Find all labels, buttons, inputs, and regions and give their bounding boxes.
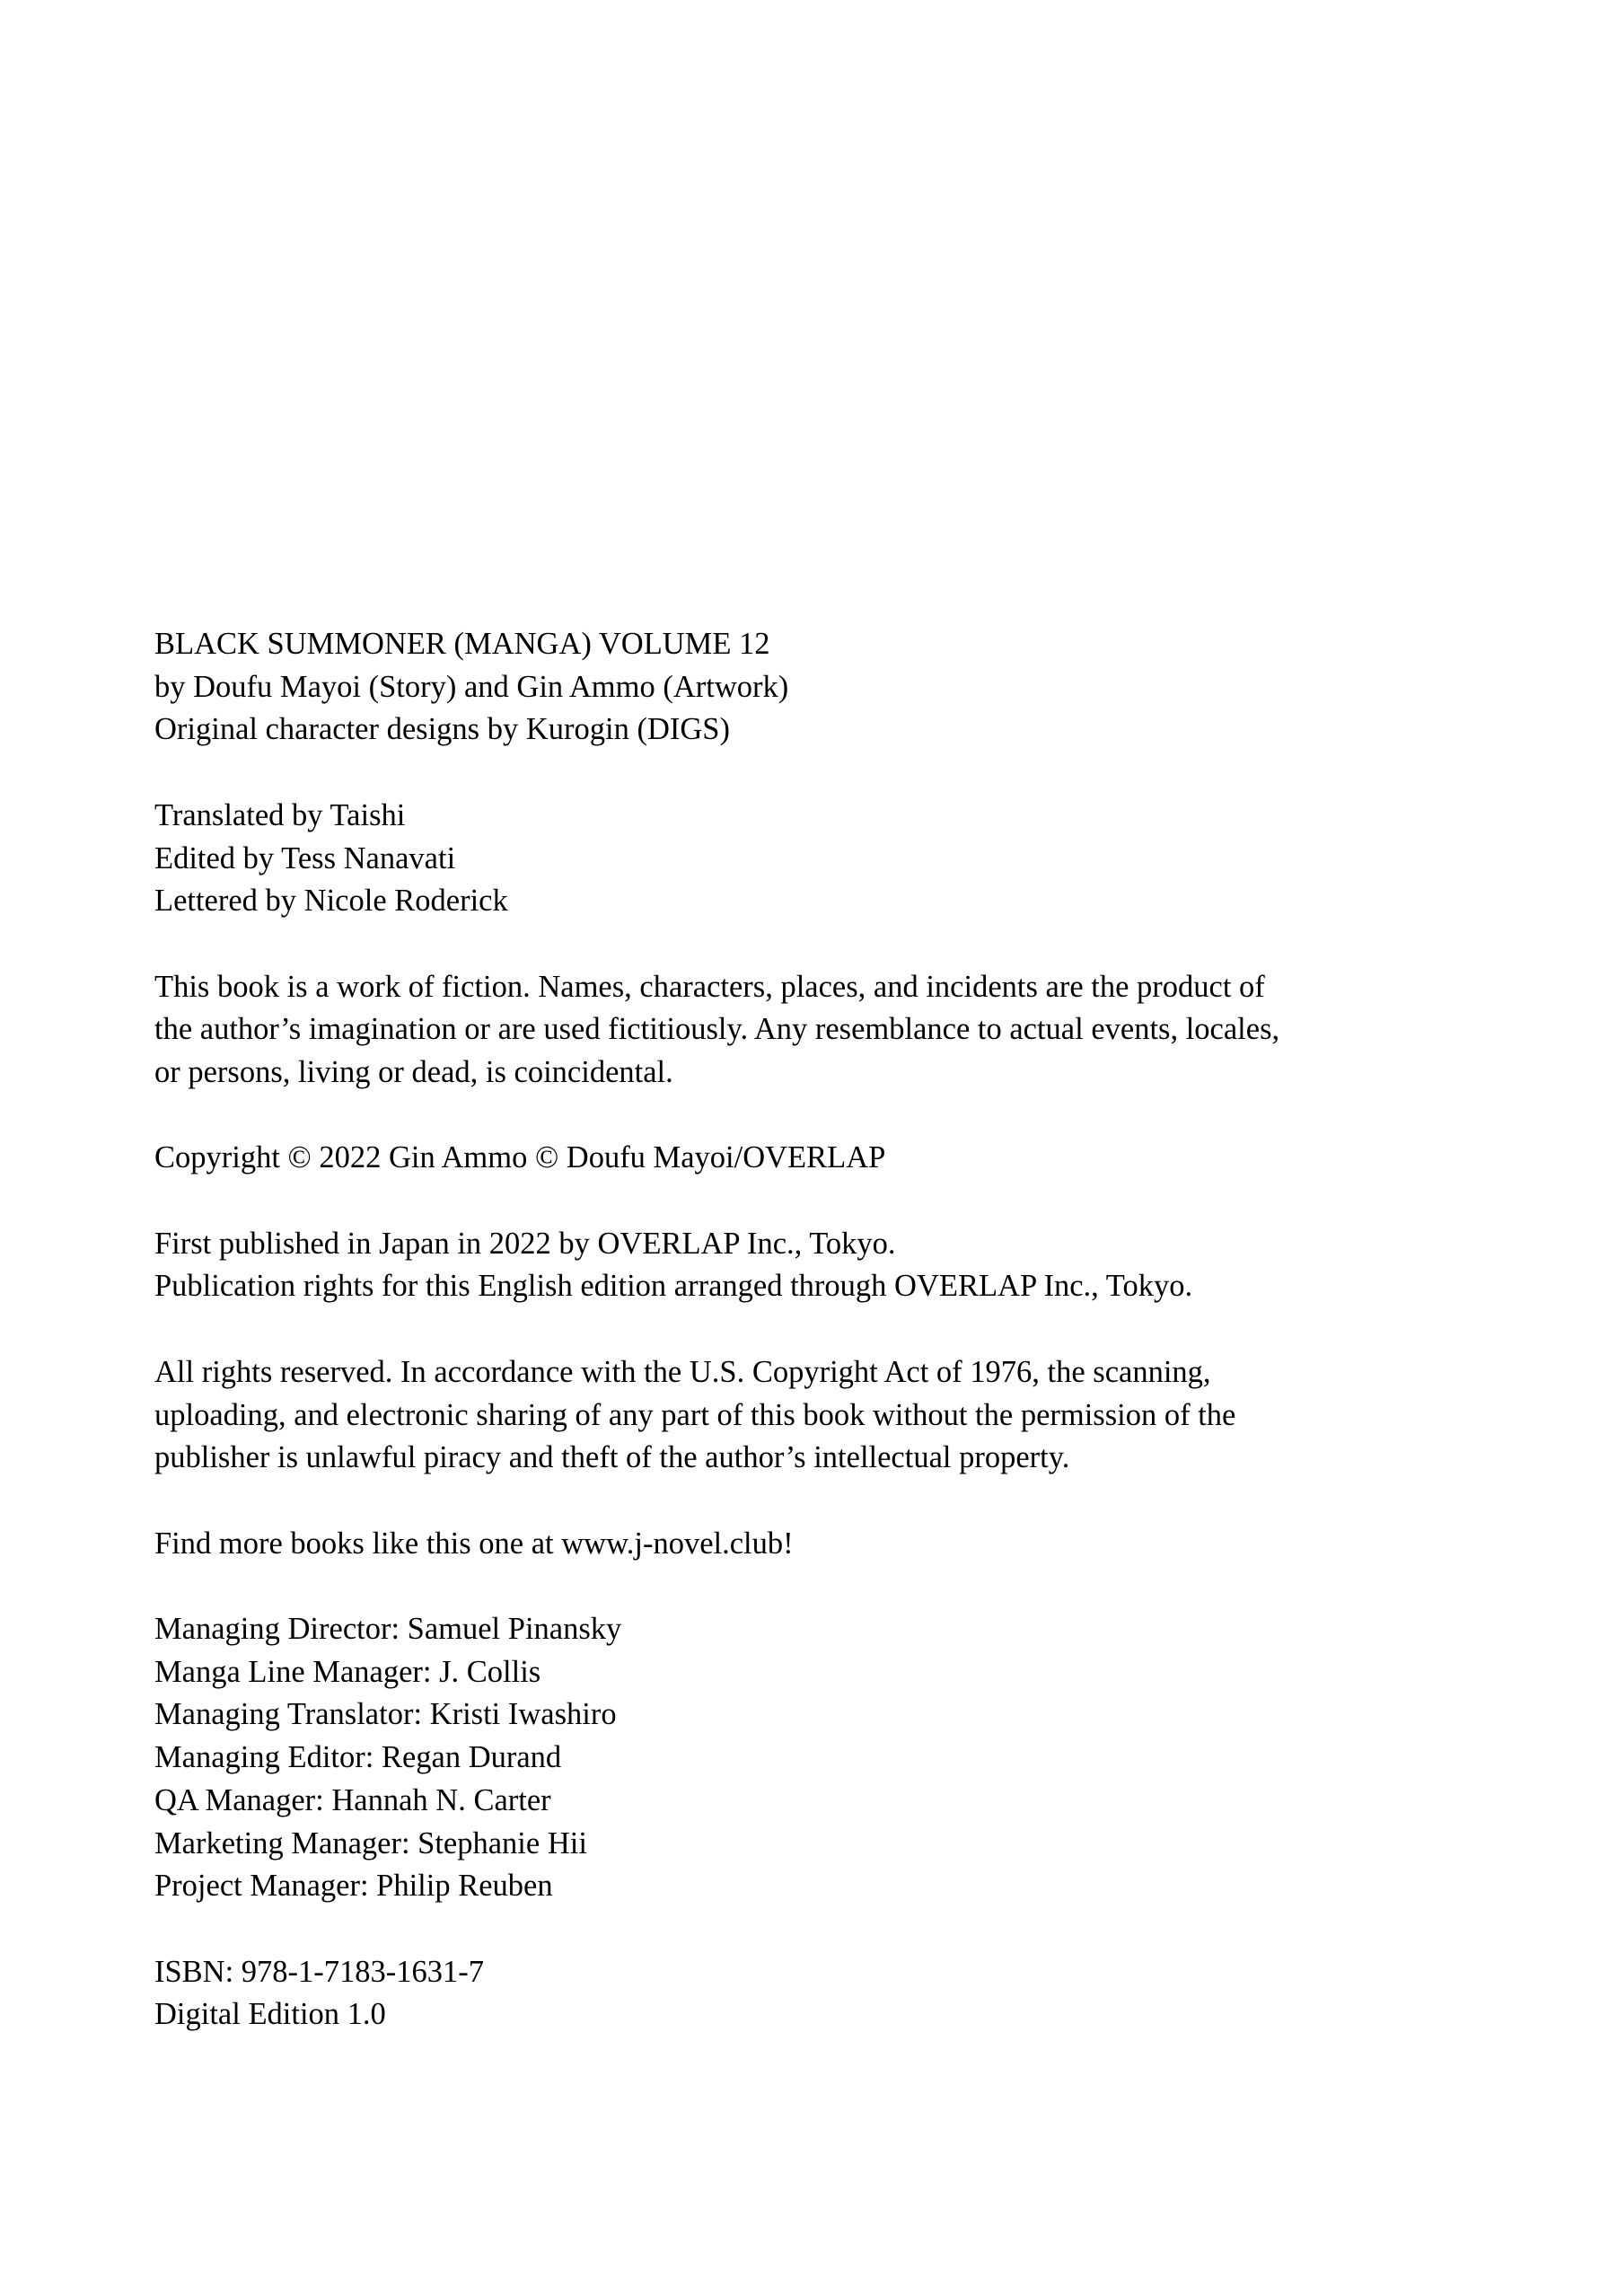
rights-line: uploading, and electronic sharing of any part of this book without the permission of the [154,1397,1236,1432]
managing-editor-credit: Managing Editor: Regan Durand [154,1740,562,1775]
fiction-disclaimer-block [154,966,1279,1095]
managing-director-credit: Managing Director: Samuel Pinansky [154,1612,622,1647]
rights-line: All rights reserved. In accordance with the U.S. Copyright Act of 1976, the scanning, [154,1354,1211,1389]
qa-manager-credit: QA Manager: Hannah N. Carter [154,1782,551,1817]
digital-edition-line: Digital Edition 1.0 [154,1997,386,2032]
managing-translator-credit: Managing Translator: Kristi Iwashiro [154,1697,617,1732]
letterer-credit: Lettered by Nicole Roderick [154,884,508,919]
project-manager-credit: Project Manager: Philip Reuben [154,1869,553,1904]
rights-reserved-block [154,1351,1279,1480]
title-block [154,623,1279,752]
book-title: BLACK SUMMONER (MANGA) VOLUME 12 [154,627,770,661]
byline-authors: by Doufu Mayoi (Story) and Gin Ammo (Artwork) [154,669,789,704]
localization-credits-block [154,795,1279,923]
translator-credit: Translated by Taishi [154,797,406,832]
publication-block [154,1223,1279,1308]
disclaimer-line: the author’s imagination or are used fictitiously. Any resemblance to actual events, locales, [154,1012,1280,1047]
find-more-line: Find more books like this one at www.j-novel.club! [154,1526,794,1561]
publication-rights-line: Publication rights for this English edition arranged through OVERLAP Inc., Tokyo. [154,1269,1193,1304]
edition-block [154,1951,1279,2036]
disclaimer-line: This book is a work of fiction. Names, characters, places, and incidents are the product of [154,969,1265,1004]
copyright-block [154,1137,1279,1180]
editor-credit: Edited by Tess Nanavati [154,840,456,875]
marketing-manager-credit: Marketing Manager: Stephanie Hii [154,1825,587,1861]
staff-block [154,1608,1279,1908]
manga-line-manager-credit: Manga Line Manager: J. Collis [154,1654,541,1689]
find-more-block [154,1523,1279,1566]
rights-line: publisher is unlawful piracy and theft of the author’s intellectual property. [154,1440,1070,1475]
copyright-line: Copyright © 2022 Gin Ammo © Doufu Mayoi/OVERLAP [154,1140,886,1175]
first-published-line: First published in Japan in 2022 by OVERLAP Inc., Tokyo. [154,1226,896,1261]
colophon-text-block [154,623,1279,2036]
character-design-credit: Original character designs by Kurogin (DIGS) [154,712,730,747]
isbn-line: ISBN: 978-1-7183-1631-7 [154,1954,485,1989]
disclaimer-line: or persons, living or dead, is coincidental. [154,1055,673,1089]
